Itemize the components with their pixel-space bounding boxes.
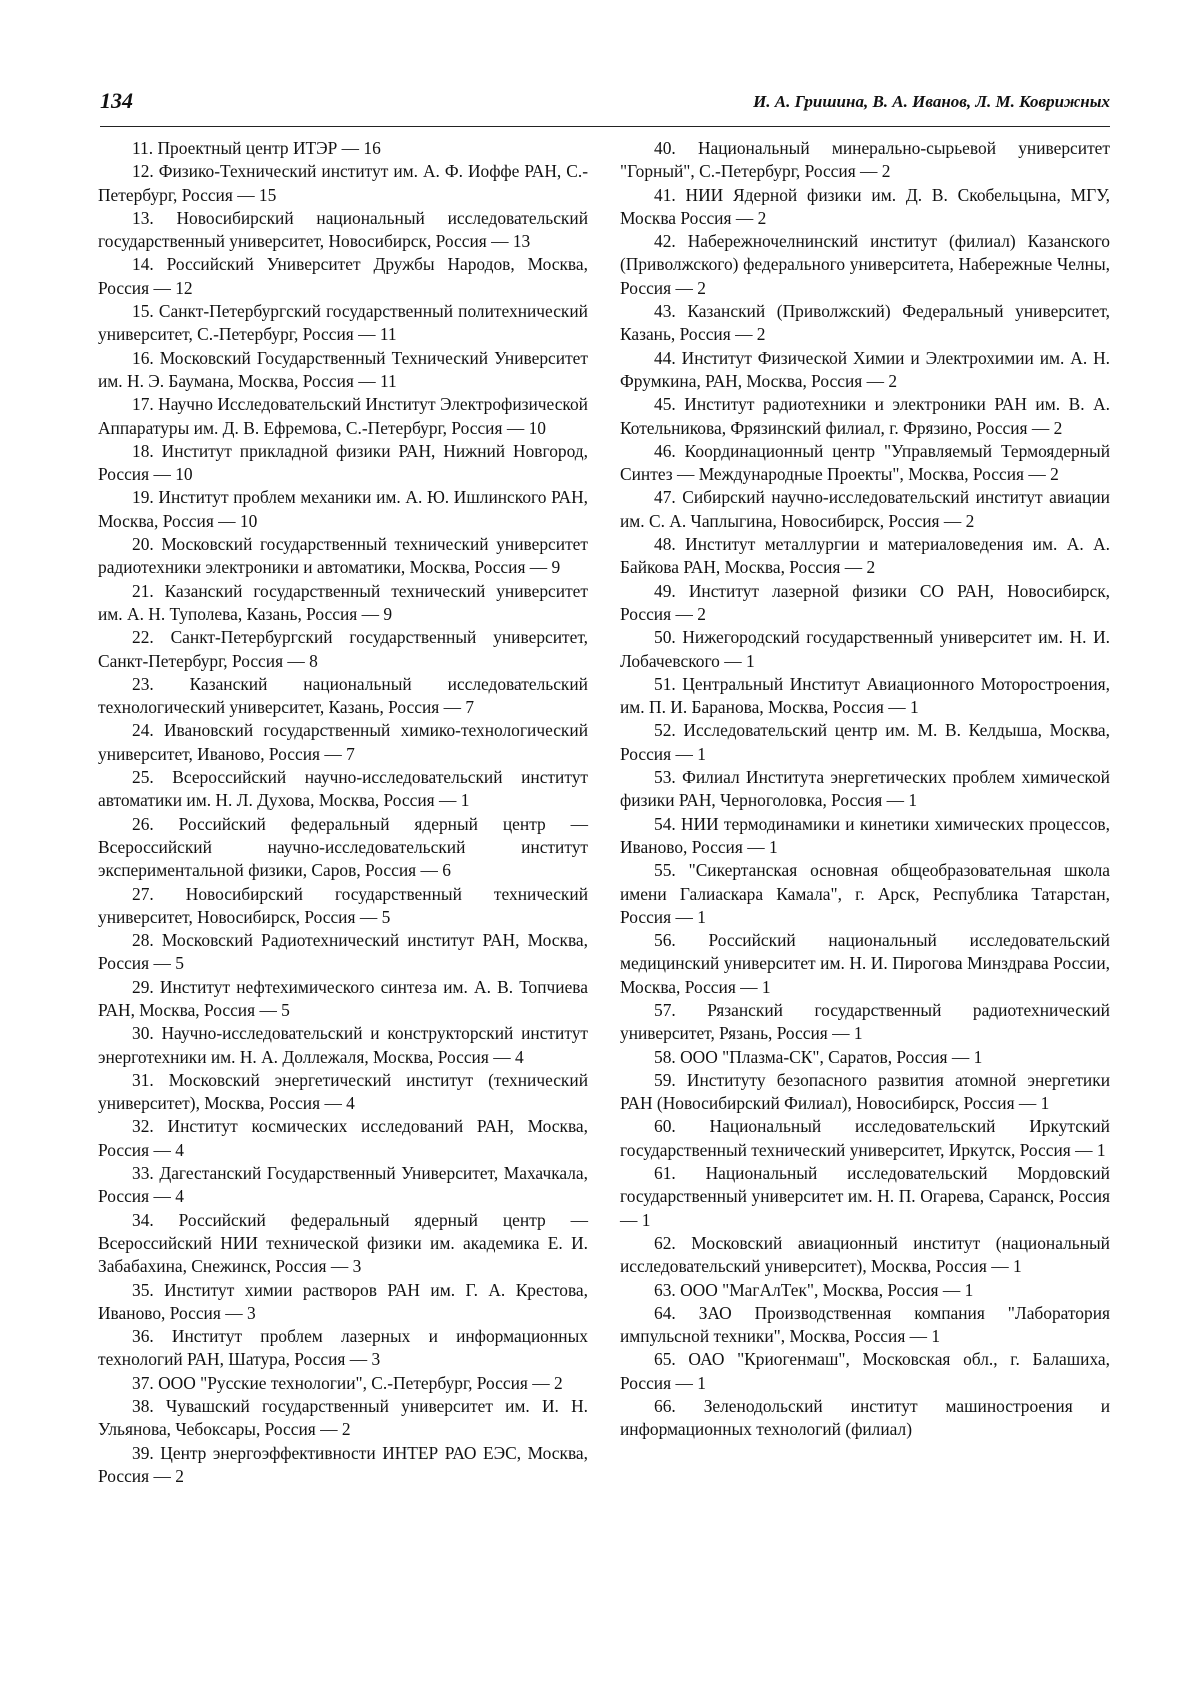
list-item: 48. Институт металлургии и материаловедения им. А. А. Байкова РАН, Москва, Россия — 2 [620,534,1110,578]
list-item: 13. Новосибирский национальный исследовательский государственный университет, Новосибирск, Россия — 13 [98,207,588,252]
list-item: 34. Российский федеральный ядерный центр — Всероссийский НИИ технической физики им. академика Е. И. Забабахина, Снежинск, Россия — 3 [98,1209,588,1277]
list-item: 47. Сибирский научно-исследовательский институт авиации им. С. А. Чаплыгина, Новосибирск, Россия — 2 [620,487,1110,531]
list-item: 55. "Сикертанская основная общеобразовательная школа имени Галиаскара Камала", г. Арск, Республика Татарстан, Россия — 1 [620,860,1110,927]
list-item: 32. Институт космических исследований РАН, Москва, Россия — 4 [98,1116,588,1160]
list-item: 11. Проектный центр ИТЭР — 16 [132,138,381,158]
list-item: 49. Институт лазерной физики СО РАН, Новосибирск, Россия — 2 [620,580,1110,624]
list-item: 29. Институт нефтехимического синтеза им. А. В. Топчиева РАН, Москва, Россия — 5 [98,976,588,1020]
list-item: 18. Институт прикладной физики РАН, Нижний Новгород, Россия — 10 [98,440,588,485]
list-item: 39. Центр энергоэффективности ИНТЕР РАО ЕЭС, Москва, Россия — 2 [98,1442,588,1486]
list-item: 45. Институт радиотехники и электроники РАН им. В. А. Котельникова, Фрязинский филиал, г. Фрязино, Россия — 2 [620,394,1110,438]
running-header [100,88,1110,127]
list-item: 62. Московский авиационный институт (национальный исследовательский университет), Москва, Россия — 1 [620,1232,1110,1277]
right-column [620,137,1110,1442]
running-title-authors: И. А. Гришина, В. А. Иванов, Л. М. Коврижных [753,92,1110,111]
list-item: 42. Набережночелнинский институт (филиал) Казанского (Приволжского) федерального университета, Набережные Челны, Россия — 2 [620,231,1110,298]
list-item: 50. Нижегородский государственный университет им. Н. И. Лобачевского — 1 [620,627,1110,671]
list-item: 66. Зеленодольский институт машиностроения и информационных технологий (филиал) [620,1396,1110,1440]
list-item: 35. Институт химии растворов РАН им. Г. А. Крестова, Иваново, Россия — 3 [98,1279,588,1323]
list-item: 61. Национальный исследовательский Мордовский государственный университет им. Н. П. Огарева, Саранск, Россия — 1 [620,1163,1110,1230]
list-item: 28. Московский Радиотехнический институт РАН, Москва, Россия — 5 [98,930,588,974]
list-item: 36. Институт проблем лазерных и информационных технологий РАН, Шатура, Россия — 3 [98,1326,588,1370]
list-item: 31. Московский энергетический институт (технический университет), Москва, Россия — 4 [98,1069,588,1114]
page-number: 134 [100,88,133,113]
list-item: 56. Российский национальный исследовательский медицинский университет им. Н. И. Пирогова Минздрава России, Москва, Россия — 1 [620,930,1110,997]
list-item: 16. Московский Государственный Технический Университет им. Н. Э. Баумана, Москва, Россия — 11 [98,347,588,391]
list-item: 24. Ивановский государственный химико-технологический университет, Иваново, Россия — 7 [98,720,588,764]
list-item: 46. Координационный центр "Управляемый Термоядерный Синтез — Международные Проекты", Москва, Россия — 2 [620,440,1110,485]
list-item: 52. Исследовательский центр им. М. В. Келдыша, Москва, Россия — 1 [620,720,1110,764]
list-item: 63. ООО "МагАлТек", Москва, Россия — 1 [654,1279,974,1300]
list-item: 25. Всероссийский научно-исследовательский институт автоматики им. Н. Л. Духова, Москва, Россия — 1 [98,767,588,811]
list-item: 54. НИИ термодинамики и кинетики химических процессов, Иваново, Россия — 1 [620,813,1110,857]
list-item: 15. Санкт-Петербургский государственный политехнический университет, С.-Петербург, Россия — 11 [98,301,588,345]
list-item: 57. Рязанский государственный радиотехнический университет, Рязань, Россия — 1 [620,999,1110,1044]
list-item: 21. Казанский государственный технический университет им. А. Н. Туполева, Казань, Россия — 9 [98,580,588,624]
list-item: 33. Дагестанский Государственный Университет, Махачкала, Россия — 4 [98,1163,588,1207]
list-item: 58. ООО "Плазма-СК", Саратов, Россия — 1 [654,1046,983,1067]
list-item: 19. Институт проблем механики им. А. Ю. Ишлинского РАН, Москва, Россия — 10 [98,487,588,531]
list-item: 26. Российский федеральный ядерный центр — Всероссийский научно-исследовательский институт экспериментальной физики, Саров, Россия — 6 [98,813,588,881]
list-item: 59. Институту безопасного развития атомной энергетики РАН (Новосибирский Филиал), Новосибирск, Россия — 1 [620,1069,1110,1114]
list-item: 41. НИИ Ядерной физики им. Д. В. Скобельцына, МГУ, Москва Россия — 2 [620,184,1110,228]
list-item: 30. Научно-исследовательский и конструкторский институт энерготехники им. Н. А. Доллежаля, Москва, Россия — 4 [98,1023,588,1067]
list-item: 53. Филиал Института энергетических проблем химической физики РАН, Черноголовка, Россия — 1 [620,767,1110,811]
list-item: 37. ООО "Русские технологии", С.-Петербург, Россия — 2 [132,1372,563,1393]
list-item: 44. Институт Физической Химии и Электрохимии им. А. Н. Фрумкина, РАН, Москва, Россия — 2 [620,347,1110,391]
left-column [98,137,588,1488]
list-item: 22. Санкт-Петербургский государственный университет, Санкт-Петербург, Россия — 8 [98,627,588,671]
list-item: 23. Казанский национальный исследовательский технологический университет, Казань, Россия — 7 [98,673,588,718]
list-item: 64. ЗАО Производственная компания "Лаборатория импульсной техники", Москва, Россия — 1 [620,1302,1110,1347]
list-item: 43. Казанский (Приволжский) Федеральный университет, Казань, Россия — 2 [620,301,1110,345]
list-item: 14. Российский Университет Дружбы Народов, Москва, Россия — 12 [98,254,588,298]
list-item: 40. Национальный минерально-сырьевой университет "Горный", С.-Петербург, Россия — 2 [620,138,1110,182]
list-item: 38. Чувашский государственный университет им. И. Н. Ульянова, Чебоксары, Россия — 2 [98,1396,588,1440]
list-item: 12. Физико-Технический институт им. А. Ф. Иоффе РАН, С.-Петербург, Россия — 15 [98,161,588,205]
list-item: 51. Центральный Институт Авиационного Моторостроения, им. П. И. Баранова, Москва, Россия — 1 [620,673,1110,718]
list-item: 20. Московский государственный технический университет радиотехники электроники и автоматики, Москва, Россия — 9 [98,534,588,578]
list-item: 27. Новосибирский государственный технический университет, Новосибирск, Россия — 5 [98,883,588,927]
list-item: 17. Научно Исследовательский Институт Электрофизической Аппаратуры им. Д. В. Ефремова, С.-Петербург, Россия — 10 [98,394,588,438]
list-item: 60. Национальный исследовательский Иркутский государственный технический университет, Иркутск, Россия — 1 [620,1116,1110,1160]
list-item: 65. ОАО "Криогенмаш", Московская обл., г. Балашиха, Россия — 1 [620,1349,1110,1393]
